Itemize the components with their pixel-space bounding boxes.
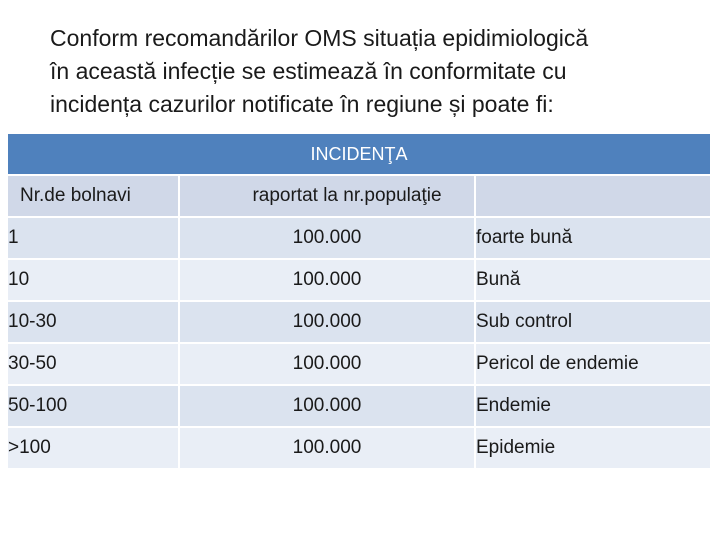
intro-paragraph xyxy=(50,22,690,121)
cell-population: 100.000 xyxy=(180,342,476,384)
table-title: INCIDENŢA xyxy=(8,134,710,174)
cell-population: 100.000 xyxy=(180,216,476,258)
column-header-cases: Nr.de bolnavi xyxy=(8,174,180,216)
cell-population: 100.000 xyxy=(180,384,476,426)
cell-status: foarte bună xyxy=(476,216,710,258)
cell-cases: 30-50 xyxy=(8,342,180,384)
cell-population: 100.000 xyxy=(180,258,476,300)
table-row xyxy=(8,426,710,470)
incidence-table xyxy=(8,134,710,470)
cell-status: Pericol de endemie xyxy=(476,342,710,384)
cell-status: Epidemie xyxy=(476,426,710,470)
cell-cases: 1 xyxy=(8,216,180,258)
cell-status: Sub control xyxy=(476,300,710,342)
table-row xyxy=(8,342,710,384)
cell-cases: 10 xyxy=(8,258,180,300)
intro-line: în această infecție se estimează în conformitate cu xyxy=(50,58,567,84)
cell-population: 100.000 xyxy=(180,300,476,342)
cell-status: Bună xyxy=(476,258,710,300)
cell-cases: 50-100 xyxy=(8,384,180,426)
column-header-population: raportat la nr.populaţie xyxy=(180,174,476,216)
table-row xyxy=(8,384,710,426)
intro-line: Conform recomandărilor OMS situația epidimiologică xyxy=(50,25,589,51)
table-title-row xyxy=(8,134,710,174)
cell-cases: >100 xyxy=(8,426,180,470)
intro-line: incidența cazurilor notificate în regiune și poate fi: xyxy=(50,91,554,117)
cell-status: Endemie xyxy=(476,384,710,426)
table-row xyxy=(8,216,710,258)
table-row xyxy=(8,300,710,342)
table-header-row xyxy=(8,174,710,216)
cell-population: 100.000 xyxy=(180,426,476,470)
cell-cases: 10-30 xyxy=(8,300,180,342)
column-header-status xyxy=(476,174,710,216)
table-row xyxy=(8,258,710,300)
